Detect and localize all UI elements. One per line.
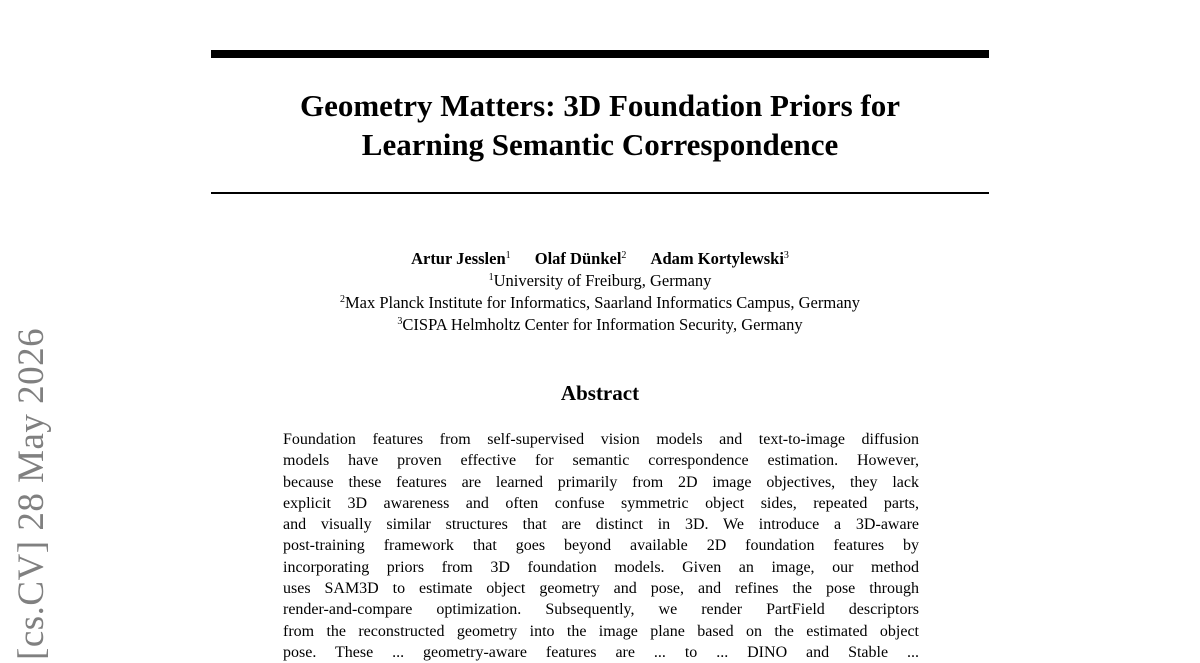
author-2-name: Olaf Dünkel — [534, 249, 622, 268]
abstract-line-10: from the reconstructed geometry into the image plane based on the estimated object — [283, 622, 919, 640]
author-1-name: Artur Jesslen — [411, 249, 506, 268]
affiliation-1-text: University of Freiburg, Germany — [493, 271, 712, 290]
abstract-heading: Abstract — [560, 381, 640, 405]
abstract-line-6: post-training framework that goes beyond available 2D foundation features by — [283, 537, 919, 555]
abstract-line-9: render-and-compare optimization. Subsequently, we render PartField descriptors — [283, 601, 919, 619]
abstract-line-1: Foundation features from self-supervised vision models and text-to-image diffusion — [283, 431, 919, 448]
author-block — [211, 248, 989, 336]
title-top-rule — [211, 50, 989, 58]
affiliation-3-text: CISPA Helmholtz Center for Information Security, Germany — [402, 315, 803, 334]
affiliation-2-text: Max Planck Institute for Informatics, Saarland Informatics Campus, Germany — [344, 293, 861, 312]
author-list — [211, 248, 989, 270]
affiliation-2 — [211, 292, 989, 314]
affiliation-1 — [211, 270, 989, 292]
affiliation-3 — [211, 314, 989, 336]
author-1-affil-mark: 1 — [505, 250, 511, 261]
author-3-name: Adam Kortylewski — [650, 249, 784, 268]
abstract-body — [283, 429, 919, 663]
author-2 — [535, 249, 627, 268]
abstract-line-5: and visually similar structures that are distinct in 3D. We introduce a 3D-aware — [283, 516, 919, 534]
author-3 — [651, 249, 789, 268]
abstract-line-8: uses SAM3D to estimate object geometry and pose, and refines the pose through — [283, 580, 919, 598]
affiliation-2-mark: 2 — [339, 294, 345, 305]
author-2-affil-mark: 2 — [621, 250, 627, 261]
affiliation-1-mark: 1 — [488, 272, 494, 283]
abstract-line-2: models have proven effective for semantic correspondence estimation. However, — [283, 452, 919, 470]
author-3-affil-mark: 3 — [783, 250, 789, 261]
abstract-line-7: incorporating priors from 3D foundation models. Given an image, our method — [283, 558, 919, 576]
title-line-2: Learning Semantic Correspondence — [361, 127, 839, 162]
abstract-line-3: because these features are learned primarily from 2D image objectives, they lack — [283, 473, 919, 491]
arxiv-sidebar-stamp: [cs.CV] 28 May 2026 — [11, 327, 52, 660]
title-bottom-rule — [211, 192, 989, 194]
author-1 — [411, 249, 511, 268]
paper-title — [211, 86, 989, 164]
abstract-line-4: explicit 3D awareness and often confuse symmetric object sides, repeated parts, — [283, 494, 919, 512]
title-line-1: Geometry Matters: 3D Foundation Priors for — [299, 88, 901, 123]
abstract-line-11: pose. These ... geometry-aware features are ... to ... DINO and Stable ... — [283, 643, 919, 661]
affiliation-3-mark: 3 — [397, 316, 403, 327]
